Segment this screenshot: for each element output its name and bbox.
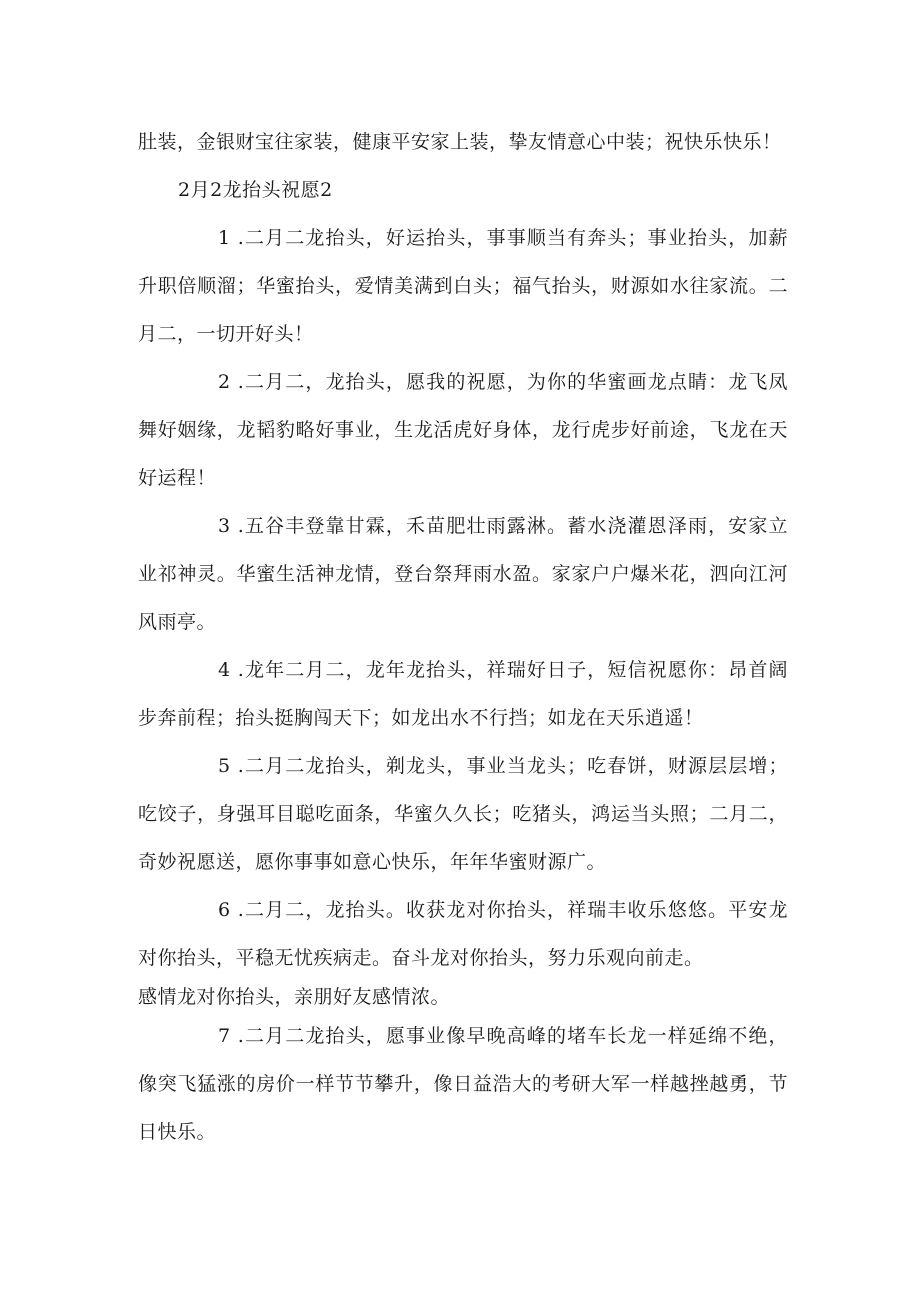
wish-number: 3: [218, 515, 231, 537]
wish-number: 4: [218, 659, 231, 681]
document-body: [138, 118, 788, 1156]
wish-number: 5: [218, 755, 231, 777]
wish-item-3: [138, 502, 788, 646]
wish-item-4: [138, 646, 788, 742]
wish-text: .五谷丰登靠甘霖，禾苗肥壮雨露淋。蓄水浇灌恩泽雨，安家立业祁神灵。华蜜生活神龙情，登台祭拜雨水盈。家家户户爆米花，泗向江河风雨亭。: [138, 515, 788, 633]
wish-item-7: [138, 1012, 788, 1156]
wish-item-2: [138, 358, 788, 502]
wish-number: 6: [218, 899, 231, 921]
wish-item-6: [138, 886, 788, 982]
wish-item-5: [138, 742, 788, 886]
wish-text: .龙年二月二，龙年龙抬头，祥瑞好日子，短信祝愿你：昂首阔步奔前程；抬头挺胸闯天下；如龙出水不行挡；如龙在天乐逍遥！: [138, 659, 788, 729]
wish-number: 7: [218, 1025, 231, 1047]
wish-text: .二月二龙抬头，好运抬头，事事顺当有奔头；事业抬头，加薪升职倍顺溜；华蜜抬头，爱情美满到白头；福气抬头，财源如水往家流。二月二，一切开好头！: [138, 227, 788, 345]
wish-text: .二月二龙抬头，剃龙头，事业当龙头；吃春饼，财源层层增；吃饺子，身强耳目聪吃面条，华蜜久久长；吃猪头，鸿运当头照；二月二，奇妙祝愿送，愿你事事如意心快乐，年年华蜜财源广。: [138, 755, 788, 873]
wish-text: .二月二，龙抬头。收获龙对你抬头，祥瑞丰收乐悠悠。平安龙对你抬头，平稳无忧疾病走。奋斗龙对你抬头，努力乐观向前走。: [138, 899, 788, 969]
wish-text: .二月二龙抬头，愿事业像早晚高峰的堵车长龙一样延绵不绝，像突飞猛涨的房价一样节节攀升，像日益浩大的考研大军一样越挫越勇，节日快乐。: [138, 1025, 788, 1143]
wish-number: 1: [218, 227, 231, 249]
lead-line: 肚装，金银财宝往家装，健康平安家上装，挚友情意心中装；祝快乐快乐！: [138, 131, 782, 153]
wish-item-1: [138, 214, 788, 358]
section-heading: 2月2龙抬头祝愿2: [178, 179, 333, 201]
loose-line: 感情龙对你抬头，亲朋好友感情浓。: [138, 986, 451, 1008]
wish-text: .二月二，龙抬头，愿我的祝愿，为你的华蜜画龙点睛：龙飞凤舞好姻缘，龙韬豹略好事业，生龙活虎好身体，龙行虎步好前途，飞龙在天好运程！: [138, 371, 788, 489]
wish-number: 2: [218, 371, 231, 393]
